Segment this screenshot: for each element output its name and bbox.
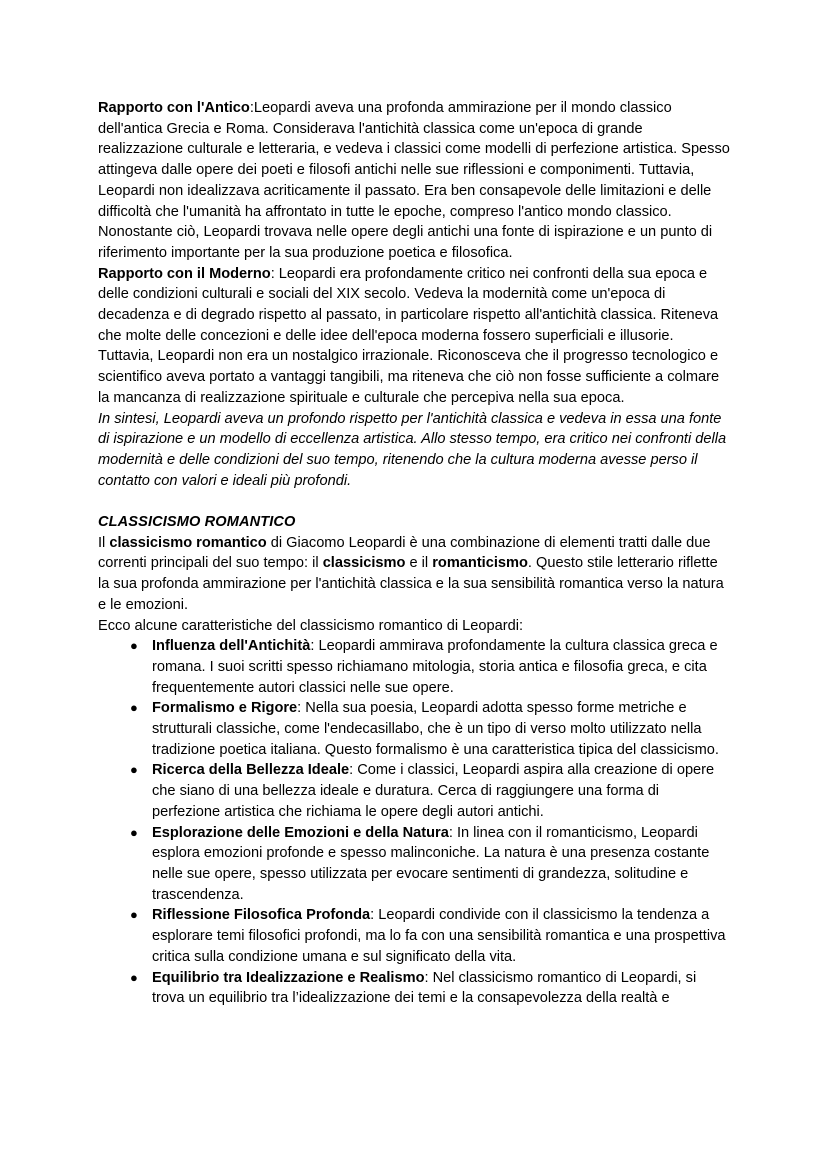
- intro-text-3: e il: [405, 555, 433, 572]
- list-item-separator: :: [297, 700, 306, 717]
- bullet-icon: ●: [130, 762, 138, 778]
- label-rapporto-antico: Rapporto con l'Antico: [98, 100, 250, 116]
- list-item-label: Ricerca della Bellezza Ideale: [152, 762, 350, 779]
- list-item-label: Riflessione Filosofica Profonda: [152, 907, 371, 924]
- list-item: [98, 698, 730, 760]
- paragraph-in-sintesi: In sintesi, Leopardi aveva un profondo rispetto per l'antichità classica e vedeva in essa una fonte di ispirazione e un modello di eccellenza artistica. Allo stesso tempo, era critico nei confronti della modernità e delle condizioni del suo tempo, ritenendo che la cultura moderna avesse perso il contatto con valori e ideali più profondi.: [98, 410, 727, 489]
- intro-text-2: di Giacomo Leopardi è una combinazione di elementi tratti dalle due correnti principali del suo tempo: il: [98, 534, 711, 572]
- intro-bold-classicismo-romantico: classicismo romantico: [109, 534, 267, 551]
- paragraph-spacer: [98, 491, 730, 512]
- list-item-text: In linea con il romanticismo, Leopardi esplora emozioni profonde e spesso malinconiche. La natura è una presenza costante nelle sue opere, spesso utilizzata per evocare sentimenti di grandezza, solitudine e trascendenza.: [152, 824, 710, 903]
- list-item-content: [152, 970, 696, 1007]
- text-rapporto-antico: Leopardi aveva una profonda ammirazione per il mondo classico dell'antica Grecia e Roma. Considerava l'antichità classica come un'epoca di grande realizzazione culturale e letteraria, e vedeva i classici come modelli di perfezione artistica. Spesso attingeva dalle opere dei poeti e filosofi antichi nelle sue riflessioni e componimenti. Tuttavia, Leopardi non idealizzava acriticamente il passato. Era ben consapevole delle limitazioni e delle difficoltà che l'umanità ha affrontato in tutte le epoche, compreso l'antico mondo classico. Nonostante ciò, Leopardi trovava nelle opere degli antichi una fonte di ispirazione e un punto di riferimento importante per la sua produzione poetica e filosofica.: [98, 100, 730, 261]
- bullet-icon: ●: [130, 969, 138, 985]
- intro-bold-classicismo: classicismo: [322, 555, 406, 572]
- list-item-separator: :: [349, 762, 358, 779]
- bullet-icon: ●: [130, 907, 138, 923]
- list-item: [98, 905, 730, 967]
- list-item-label: Influenza dell'Antichità: [152, 638, 311, 655]
- intro-bold-romanticismo: romanticismo: [432, 555, 528, 572]
- list-item-separator: :: [310, 638, 319, 655]
- heading-classicismo-romantico: CLASSICISMO ROMANTICO: [98, 514, 296, 531]
- intro-text-4: . Questo stile letterario riflette la sua profonda ammirazione per l'antichità classica e la sua sensibilità romantica verso la natura e le emozioni.: [98, 555, 724, 613]
- list-item: [98, 823, 730, 906]
- paragraph-rapporto-moderno: [98, 264, 730, 347]
- list-item-content: [152, 700, 719, 757]
- list-item-content: [152, 762, 714, 819]
- list-item-label: Formalismo e Rigore: [152, 700, 298, 717]
- paragraph-classicismo-intro: [98, 533, 730, 616]
- list-item-label: Esplorazione delle Emozioni e della Natura: [152, 824, 449, 841]
- label-rapporto-moderno: Rapporto con il Moderno: [98, 265, 271, 282]
- list-item-content: [152, 907, 726, 964]
- list-item: [98, 968, 730, 1009]
- list-item: [98, 636, 730, 698]
- paragraph-ecco-caratteristiche: Ecco alcune caratteristiche del classicismo romantico di Leopardi:: [98, 617, 524, 634]
- list-item-label: Equilibrio tra Idealizzazione e Realismo: [152, 969, 425, 986]
- list-item-separator: :: [448, 824, 457, 841]
- list-item-text: Nella sua poesia, Leopardi adotta spesso forme metriche e strutturali classiche, come l'endecasillabo, che è un tipo di verso molto utilizzato nella tradizione poetica italiana. Questo formalismo è una caratteristica tipica del classicismo.: [152, 700, 719, 758]
- list-item-text: Come i classici, Leopardi aspira alla creazione di opere che siano di una bellezza ideale e duratura. Cerca di raggiungere una forma di perfezione artistica che richiama le opere degli autori antichi.: [152, 762, 715, 820]
- intro-text-1: Il: [98, 534, 110, 551]
- paragraph-rapporto-antico: [98, 98, 730, 264]
- bullet-icon: ●: [130, 824, 138, 840]
- document-body: [98, 98, 730, 1009]
- separator-rapporto-antico: :: [249, 100, 254, 116]
- list-item-separator: :: [424, 969, 433, 986]
- separator-rapporto-moderno: :: [270, 265, 279, 282]
- list-item-text: Nel classicismo romantico di Leopardi, si trova un equilibrio tra l’idealizzazione dei temi e la consapevolezza della realtà e: [152, 969, 697, 1007]
- list-item-content: [152, 638, 718, 695]
- characteristics-list: [98, 636, 730, 1009]
- list-item-text: Leopardi condivide con il classicismo la tendenza a esplorare temi filosofici profondi, ma lo fa con una sensibilità romantica e una prospettiva critica sulla condizione umana e sul significato della vita.: [152, 907, 726, 965]
- bullet-icon: ●: [130, 700, 138, 716]
- list-item-separator: :: [370, 907, 379, 924]
- bullet-icon: ●: [130, 638, 138, 654]
- text-rapporto-moderno: Leopardi era profondamente critico nei confronti della sua epoca e delle condizioni culturali e sociali del XIX secolo. Vedeva la modernità come un'epoca di decadenza e di degrado rispetto al passato, in particolare rispetto all'antichità classica. Riteneva che molte delle concezioni e delle idee dell'epoca moderna fossero superficiali e illusorie.: [98, 265, 719, 344]
- paragraph-tuttavia: Tuttavia, Leopardi non era un nostalgico irrazionale. Riconosceva che il progresso tecnologico e scientifico aveva portato a vantaggi tangibili, ma riteneva che ciò non fosse sufficiente a colmare la mancanza di realizzazione spirituale e culturale che percepiva nella sua epoca.: [98, 348, 720, 406]
- list-item-content: [152, 825, 709, 903]
- list-item-text: Leopardi ammirava profondamente la cultura classica greca e romana. I suoi scritti spesso richiamano mitologia, storia antica e filosofia greca, e cita frequentemente autori classici nelle sue opere.: [152, 638, 718, 696]
- list-item: [98, 760, 730, 822]
